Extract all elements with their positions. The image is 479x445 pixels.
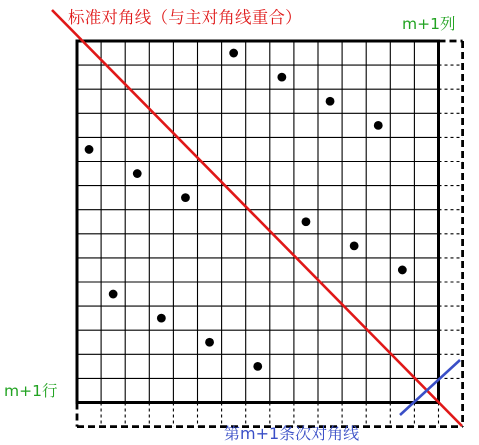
grid-dot (181, 193, 190, 202)
grid-dot (229, 49, 238, 58)
next-diagonal-label: 第m+1条次对角线 (224, 424, 360, 443)
standard-diagonal-label: 标准对角线（与主对角线重合） (68, 8, 302, 27)
extra-row-label: m+1行 (4, 382, 58, 400)
grid-dot (157, 314, 166, 323)
grid-dot (85, 145, 94, 154)
next-diagonal-line (400, 360, 460, 415)
grid-dot (109, 290, 118, 299)
extra-column-label: m+1列 (402, 15, 456, 33)
grid-dot (277, 73, 286, 82)
grid-dot (398, 266, 407, 275)
grid-dot (302, 217, 311, 226)
grid-dot (253, 362, 262, 371)
grid-dot (133, 169, 142, 178)
grid-dot (350, 241, 359, 250)
grid-dot (326, 97, 335, 106)
grid-dot (374, 121, 383, 130)
grid-dot (205, 338, 214, 347)
